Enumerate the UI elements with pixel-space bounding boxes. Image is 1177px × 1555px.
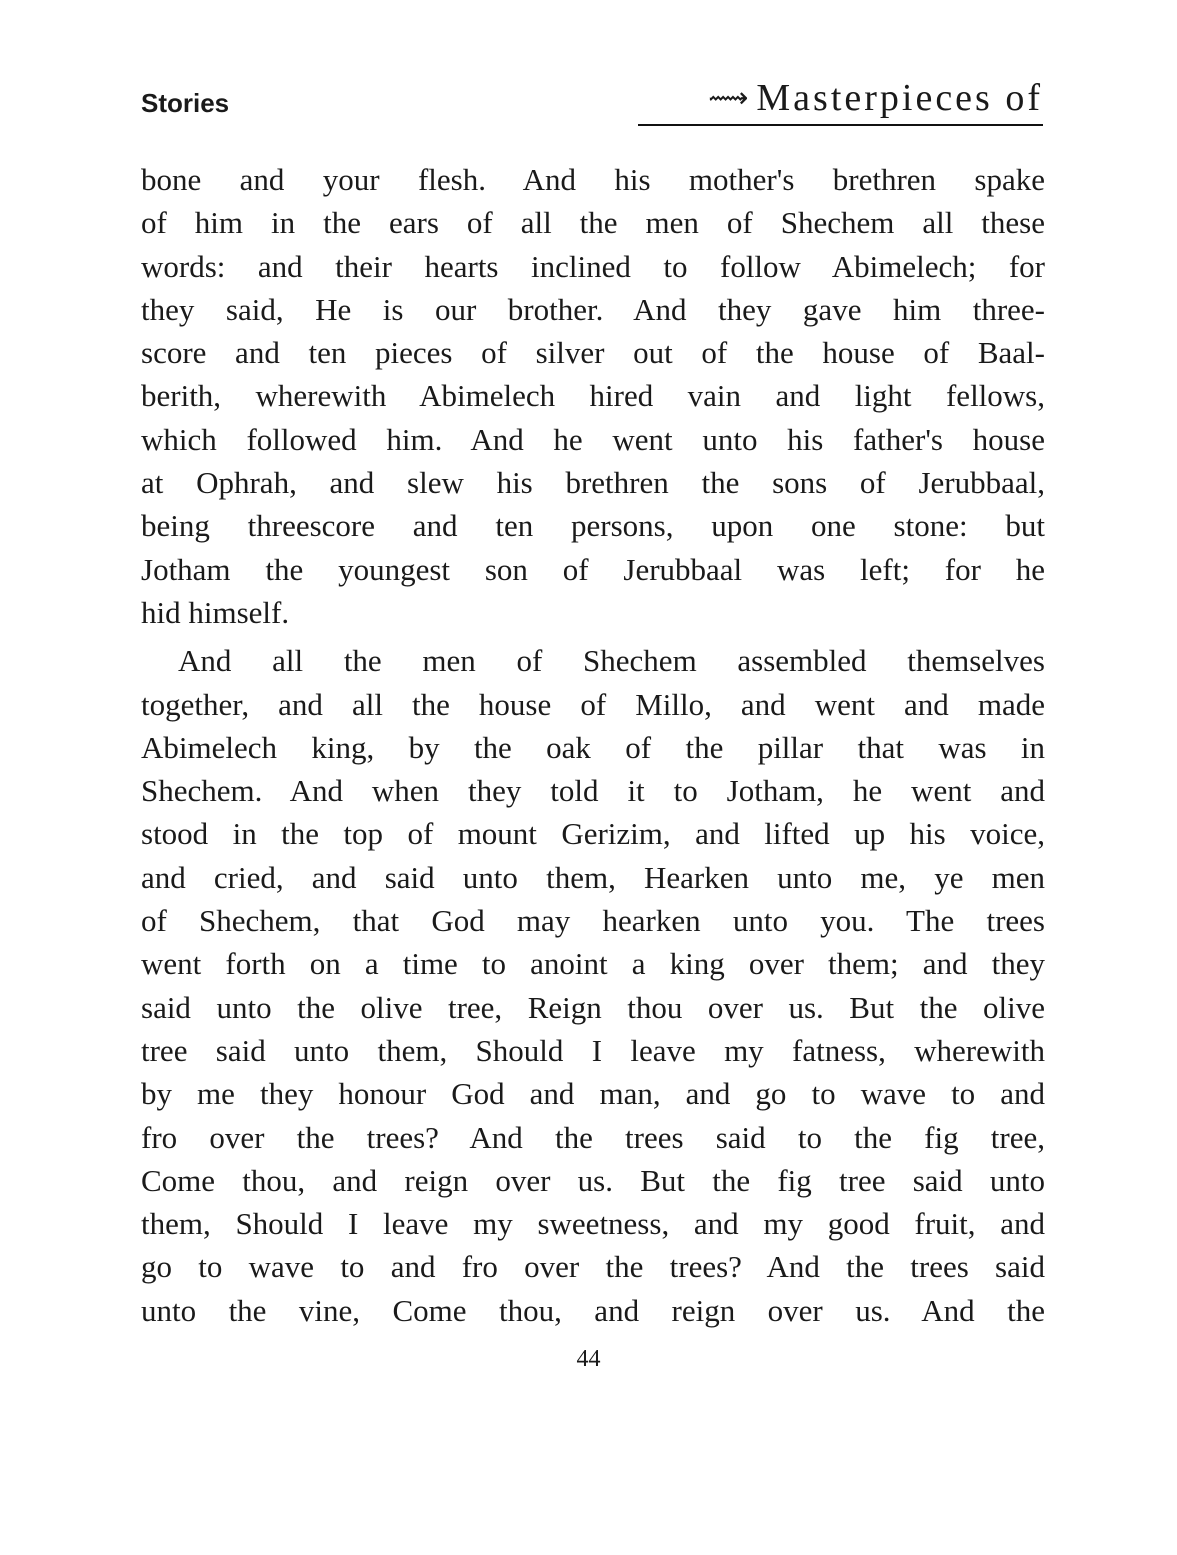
text-line: went forth on a time to anoint a king over them; and they xyxy=(141,946,1045,982)
text-line: them, Should I leave my sweetness, and my good fruit, and xyxy=(141,1206,1045,1242)
text-line: Shechem. And when they told it to Jotham, he went and xyxy=(141,773,1045,809)
text-line: tree said unto them, Should I leave my fatness, wherewith xyxy=(141,1032,1045,1068)
text-line: by me they honour God and man, and go to wave to and xyxy=(141,1076,1045,1112)
text-line: berith, wherewith Abimelech hired vain and light fellows, xyxy=(141,378,1045,414)
running-head-section: Stories xyxy=(141,88,230,118)
text-line: of him in the ears of all the men of Shechem all these xyxy=(141,205,1045,241)
text-line: of Shechem, that God may hearken unto you. The trees xyxy=(141,903,1045,939)
ornament-icon: ⟿ xyxy=(708,83,749,114)
paragraph xyxy=(141,158,1045,634)
text-line: and cried, and said unto them, Hearken unto me, ye men xyxy=(141,859,1045,895)
text-line: Abimelech king, by the oak of the pillar that was in xyxy=(141,729,1045,765)
text-line: And all the men of Shechem assembled themselves xyxy=(178,643,1045,679)
running-head-title-text: Masterpieces of xyxy=(756,77,1043,119)
running-head-title xyxy=(638,76,1043,126)
page-number: 44 xyxy=(576,1346,601,1372)
text-line: fro over the trees? And the trees said to the fig tree, xyxy=(141,1119,1045,1155)
text-line: unto the vine, Come thou, and reign over us. And the xyxy=(141,1292,1045,1328)
text-line: go to wave to and fro over the trees? And the trees said xyxy=(141,1249,1045,1285)
text-line: hid himself. xyxy=(141,594,290,630)
body-text xyxy=(141,158,1045,1332)
text-line: stood in the top of mount Gerizim, and lifted up his voice, xyxy=(141,816,1045,852)
paragraph xyxy=(141,639,1045,1332)
text-line: at Ophrah, and slew his brethren the sons of Jerubbaal, xyxy=(141,465,1045,501)
text-line: which followed him. And he went unto his father's house xyxy=(141,421,1045,457)
text-line: they said, He is our brother. And they gave him three- xyxy=(141,291,1045,327)
text-line: score and ten pieces of silver out of the house of Baal- xyxy=(141,335,1045,371)
text-line: being threescore and ten persons, upon one stone: but xyxy=(141,508,1045,544)
text-line: together, and all the house of Millo, and went and made xyxy=(141,686,1045,722)
text-line: Jotham the youngest son of Jerubbaal was left; for he xyxy=(141,551,1045,587)
text-line: words: and their hearts inclined to follow Abimelech; for xyxy=(141,248,1045,284)
text-line: bone and your flesh. And his mother's brethren spake xyxy=(141,162,1045,197)
text-line: said unto the olive tree, Reign thou over us. But the olive xyxy=(141,989,1045,1025)
text-line: Come thou, and reign over us. But the fig tree said unto xyxy=(141,1162,1045,1198)
